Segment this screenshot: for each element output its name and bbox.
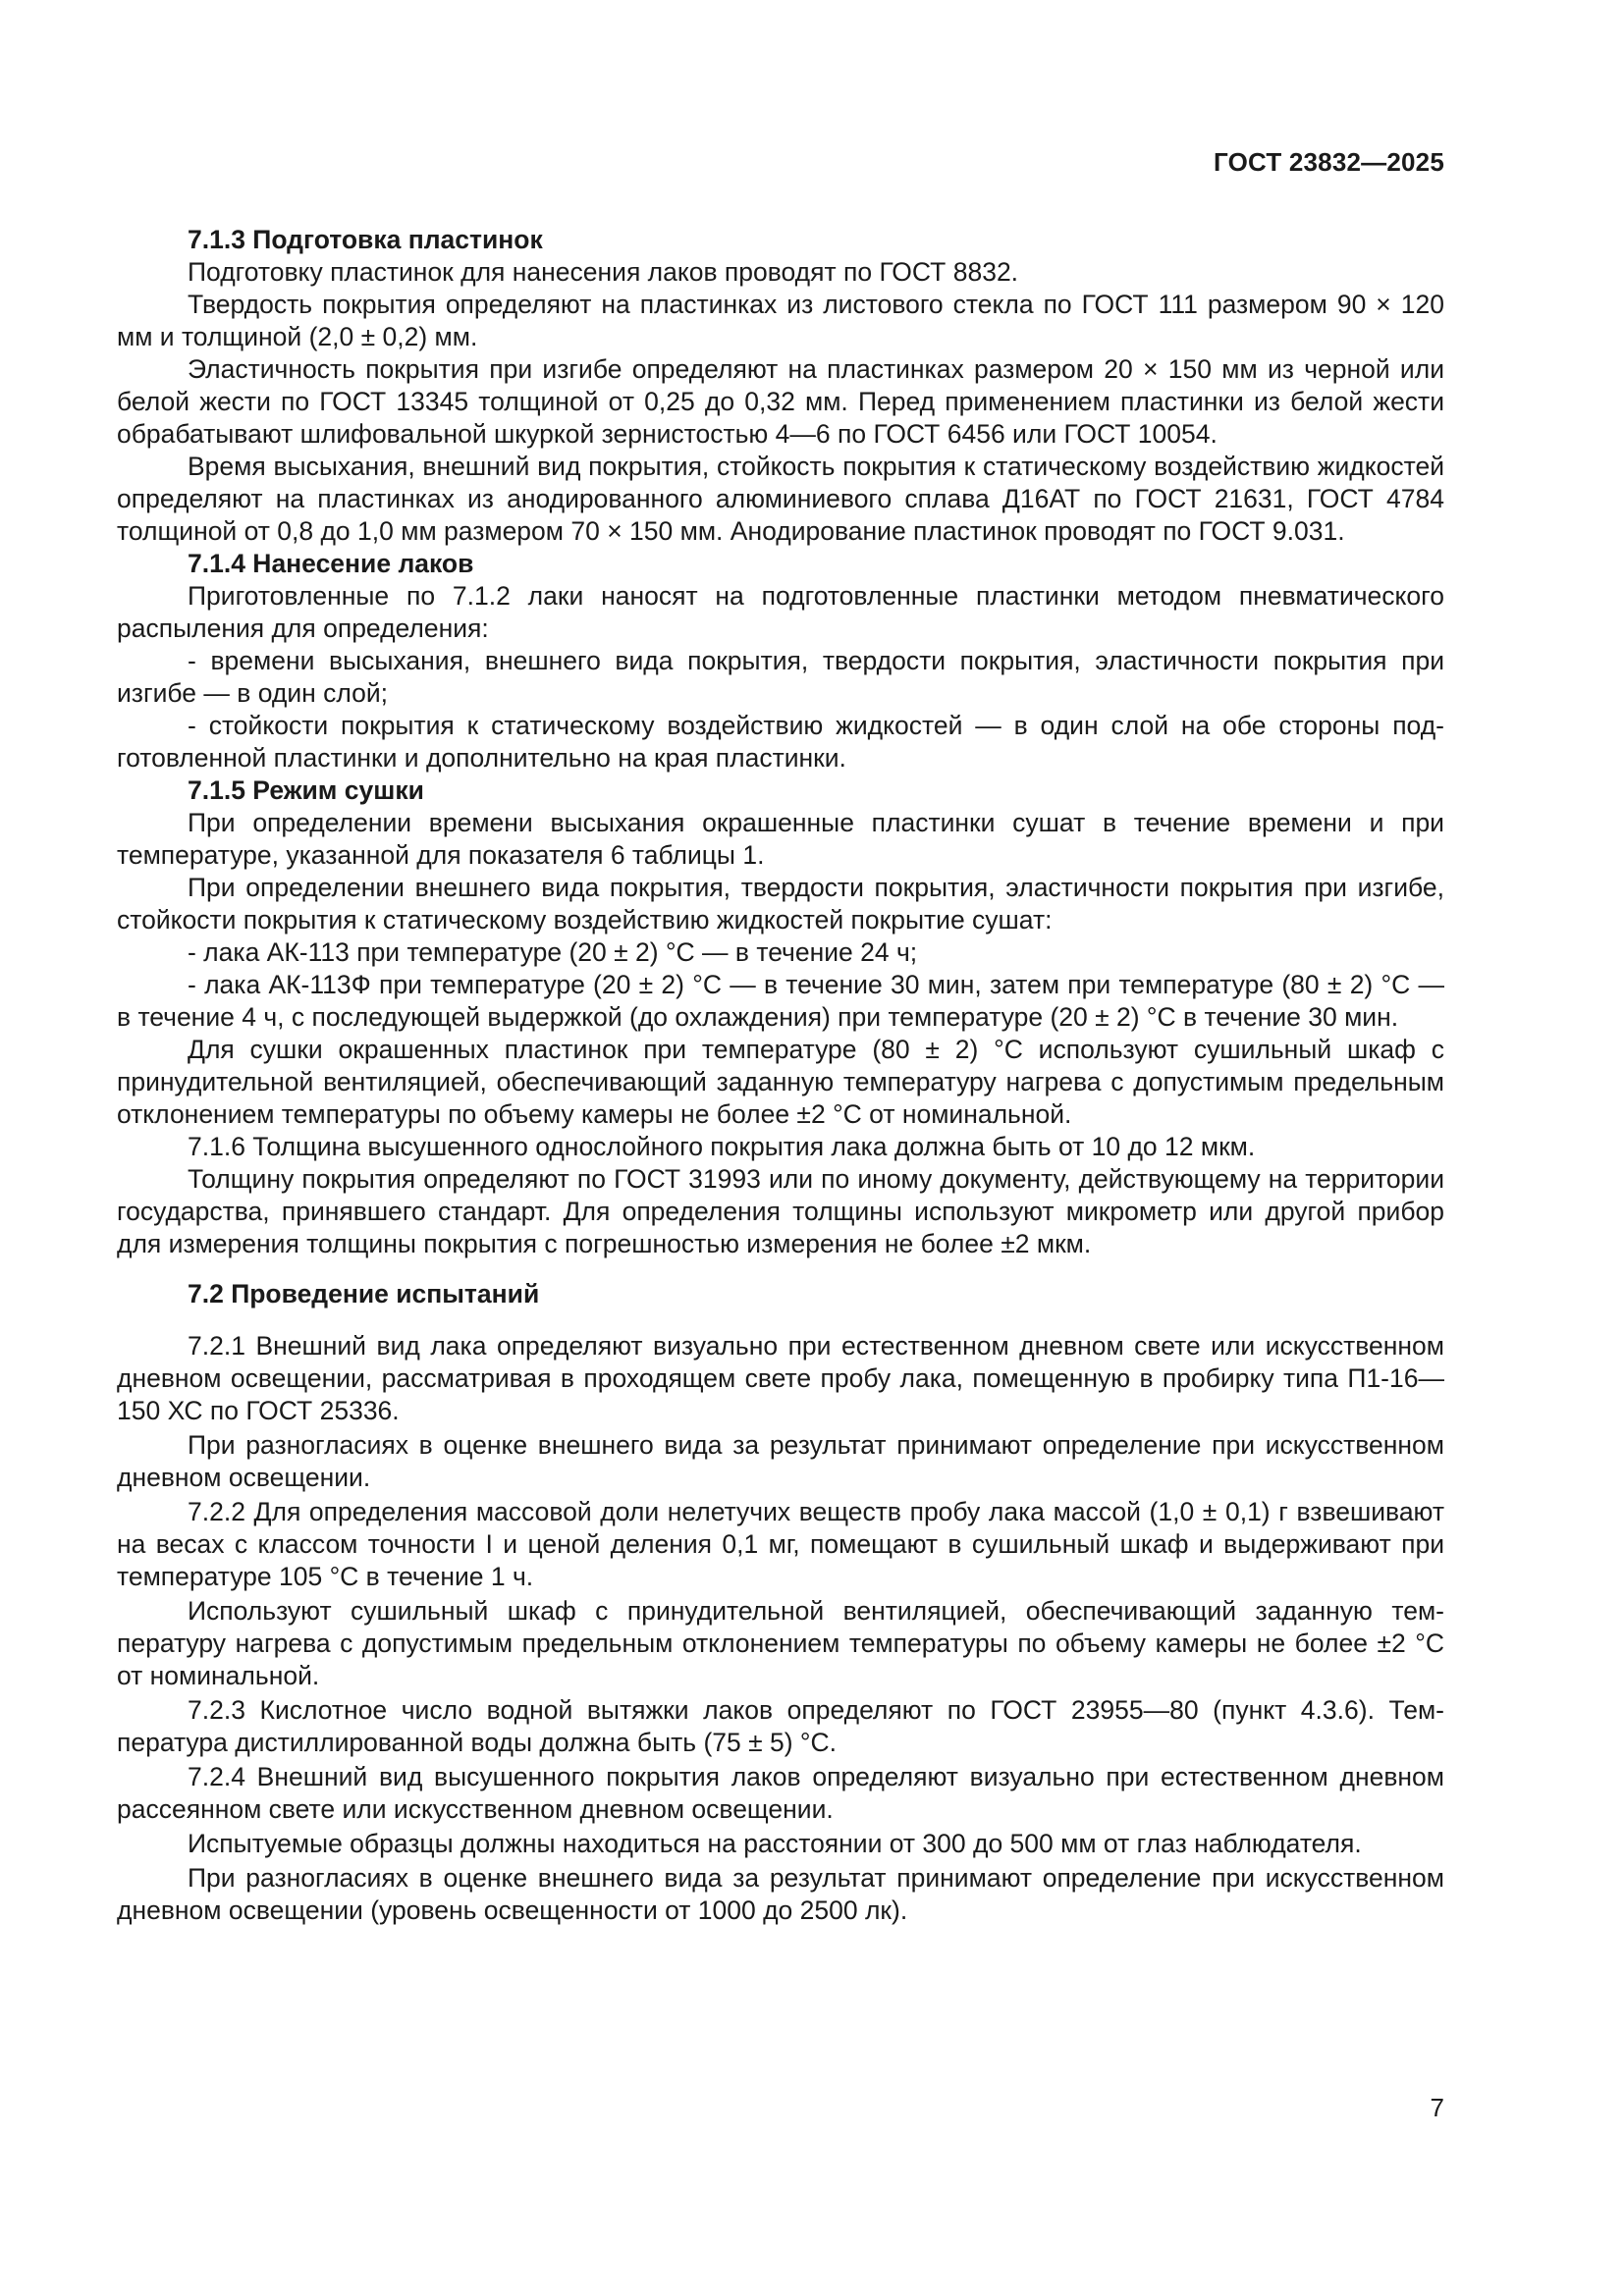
paragraph: Приготовленные по 7.1.2 лаки наносят на подготовленные пластинки методом пневматического распыления для определения: [117,581,1444,643]
paragraph: 7.2.3 Кислотное число водной вытяжки лаков определяют по ГОСТ 23955—80 (пункт 4.3.6). Температура дистиллированной воды должна быть (75 ± 5) °С. [117,1695,1444,1757]
list-item: - стойкости покрытия к статическому воздействию жидкостей — в один слой на обе стороны подготовленной пластинки и дополнительно на края пластинки. [117,711,1444,773]
paragraph: Толщину покрытия определяют по ГОСТ 31993 или по иному документу, действующему на территории государства, принявшего стандарт. Для определения толщины используют микрометр или другой прибор для измерения толщины покрытия с погрешностью измерения не более ±2 мкм. [117,1164,1444,1258]
paragraph: При определении времени высыхания окрашенные пластинки сушат в течение времени и при температуре, указанной для показателя 6 таблицы 1. [117,808,1444,870]
paragraph: Твердость покрытия определяют на пластинках из листового стекла по ГОСТ 111 размером 90 × 120 мм и толщиной (2,0 ± 0,2) мм. [117,290,1444,351]
paragraph: Подготовку пластинок для нанесения лаков проводят по ГОСТ 8832. [188,257,1019,287]
section-heading: 7.1.3 Подготовка пластинок [188,225,543,254]
paragraph: 7.1.6 Толщина высушенного однослойного покрытия лака должна быть от 10 до 12 мкм. [188,1132,1256,1161]
standard-header: ГОСТ 23832—2025 [1214,147,1444,177]
paragraph: Время высыхания, внешний вид покрытия, стойкость покрытия к статическому воздействию жидкостей определяют на пластинках из анодированного алюминиевого сплава Д16АТ по ГОСТ 21631, ГОСТ 4784 толщиной от 0,8 до 1,0 мм размером 70 × 150 мм. Анодирование пластинок проводят по ГОСТ 9.031. [117,452,1444,546]
paragraph: Для сушки окрашенных пластинок при температуре (80 ± 2) °С используют сушильный шкаф с принудительной вентиляцией, обеспечивающий заданную температуру нагрева с допустимым предельным отклонением температуры по объему камеры не более ±2 °С от номинальной. [117,1035,1444,1129]
list-item: - времени высыхания, внешнего вида покрытия, твердости покрытия, эластичности покрытия при изгибе — в один слой; [117,646,1444,708]
section-heading: 7.1.4 Нанесение лаков [188,549,474,578]
page-number: 7 [1430,2093,1444,2122]
paragraph: 7.2.2 Для определения массовой доли нелетучих веществ пробу лака массой (1,0 ± 0,1) г взвешивают на весах с классом точности I и ценой деления 0,1 мг, помещают в сушильный шкаф и выдерживают при температуре 105 °С в течение 1 ч. [117,1497,1444,1591]
paragraph: При определении внешнего вида покрытия, твердости покрытия, эластичности покрытия при изгибе, стойкости покрытия к статическому воздействию жидкостей покрытие сушат: [117,873,1444,934]
paragraph: Эластичность покрытия при изгибе определяют на пластинках размером 20 × 150 мм из черной или белой жести по ГОСТ 13345 толщиной от 0,25 до 0,32 мм. Перед применением пластинки из белой жести обрабатывают шлифовальной шкуркой зернистостью 4—6 по ГОСТ 6456 или ГОСТ 10054. [117,354,1444,449]
paragraph: Испытуемые образцы должны находиться на расстоянии от 300 до 500 мм от глаз наблюдателя. [188,1829,1362,1858]
paragraph: При разногласиях в оценке внешнего вида за результат принимают определение при искусственном дневном освещении (уровень освещенности от 1000 до 2500 лк). [117,1863,1444,1925]
paragraph: При разногласиях в оценке внешнего вида за результат принимают определение при искусственном дневном освещении. [117,1430,1444,1492]
paragraph: 7.2.4 Внешний вид высушенного покрытия лаков определяют визуально при естественном дневном рассеянном свете или искусственном дневном освещении. [117,1762,1444,1824]
paragraph: Используют сушильный шкаф с принудительной вентиляцией, обеспечивающий заданную температуру нагрева с допустимым предельным отклонением температуры по объему камеры не более ±2 °С от номинальной. [117,1596,1444,1690]
document-body [117,224,1444,1927]
paragraph: 7.2.1 Внешний вид лака определяют визуально при естественном дневном свете или искусственном дневном освещении, рассматривая в проходящем свете пробу лака, помещенную в пробирку типа П1-16—150 ХС по ГОСТ 25336. [117,1331,1444,1425]
list-item: - лака АК-113 при температуре (20 ± 2) °С — в течение 24 ч; [188,937,918,967]
section-heading: 7.2 Проведение испытаний [188,1279,540,1308]
list-item: - лака АК-113Ф при температуре (20 ± 2) °С — в течение 30 мин, затем при температуре (80 ± 2) °С — в течение 4 ч, с последующей выдержкой (до охлаждения) при температуре (20 ± 2) °С в течение 30 мин. [117,970,1444,1032]
section-heading: 7.1.5 Режим сушки [188,775,424,805]
